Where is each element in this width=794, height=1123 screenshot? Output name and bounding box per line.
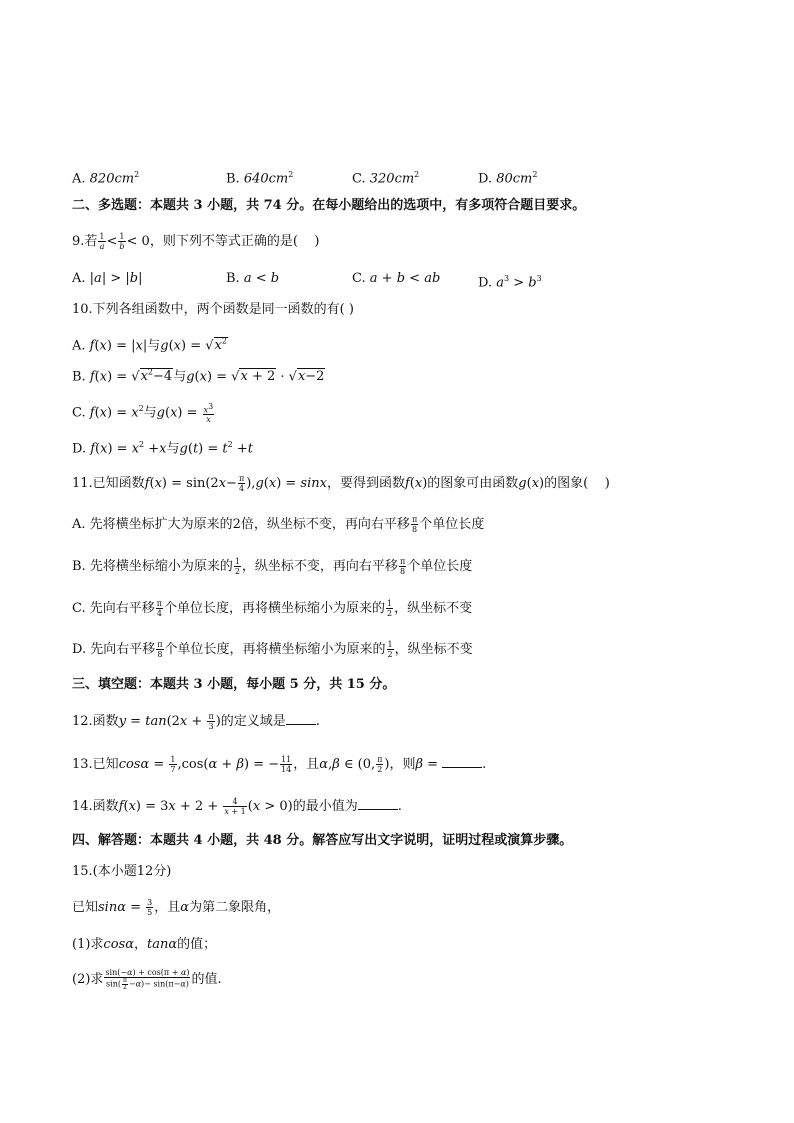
q9-option-d: D. $a^3 > b^3$ xyxy=(478,274,542,291)
question-10-stem: 10.下列各组函数中，两个函数是同一函数的有( ) xyxy=(72,302,354,317)
question-9-stem: 9.若 $\frac{1}{a}$ < $\frac{1}{b}$ < 0，则下列不等式正确的是( ) xyxy=(72,232,320,251)
q9-option-b: B. a < b xyxy=(226,271,280,286)
q9-option-c: C. a + b < ab xyxy=(352,271,441,286)
q10-option-c: C. $f(x) = x^2$与g(x) = $\frac{x^3}{x}$ xyxy=(72,401,214,425)
question-15-given: 已知sinα = $\frac{3}{5}$ ，且α为第二象限角， xyxy=(72,898,281,917)
q10-option-d: D. $f(x) = x^2 +x$与$g(t) = t^2 +t$ xyxy=(72,440,253,457)
question-15-part-2: (2)求 sin(−α) + cos(π + α) sin( $\frac{\pi}{2}$ −α)− sin(π−α) 的值. xyxy=(72,968,222,991)
section-heading-solution: 四、解答题：本题共 4 小题，共 48 分。解答应写出文字说明，证明过程或演算步骤。 xyxy=(72,833,573,848)
q11-option-d: D. 先向右平移 $\frac{\pi}{8}$ 个单位长度，再将横坐标缩小为原来的 $\frac{1}{2}$ ，纵坐标不变 xyxy=(72,640,473,659)
q11-option-c: C. 先向右平移 $\frac{\pi}{4}$ 个单位长度，再将横坐标缩小为原来的 $\frac{1}{2}$ ，纵坐标不变 xyxy=(72,599,473,618)
question-15-part-1: (1)求cosα，tanα的值； xyxy=(72,937,217,952)
q8-option-a: A. $820cm^2$ xyxy=(72,170,140,187)
q8-option-c: C. $320cm^2$ xyxy=(352,170,420,187)
q10-option-a: A. f(x) = |x|与$g(x) = √x^2$ xyxy=(72,337,227,354)
q11-option-a: A. 先将横坐标扩大为原来的2倍，纵坐标不变，再向右平移 $\frac{\pi}{8}$ 个单位长度 xyxy=(72,515,485,534)
section-heading-fill-in: 三、填空题：本题共 3 小题，每小题 5 分，共 15 分。 xyxy=(72,677,396,692)
question-13: 13.已知cosα = $\frac{1}{7}$ ,cos(α + β) = − $\frac{11}{14}$ ，且α,β ∈ (0, $\frac{\pi}{2}$ )，则β = . xyxy=(72,755,487,774)
section-heading-multiple-choice: 二、多选题：本题共 3 小题，共 74 分。在每小题给出的选项中，有多项符合题目要求。 xyxy=(72,198,586,213)
question-14: 14.函数f(x) = 3x + 2 + $\frac{4}{x + 1}$ (x > 0)的最小值为 . xyxy=(72,797,402,816)
q10-option-b: B. $f(x) = √x^2-4$与g(x) = √x + 2 · √x−2 xyxy=(72,368,325,385)
q9-option-a: A. |a| > |b| xyxy=(72,271,143,286)
q8-option-b: B. $640cm^2$ xyxy=(226,170,294,187)
q8-option-d: D. $80cm^2$ xyxy=(478,170,538,187)
q11-option-b: B. 先将横坐标缩小为原来的 $\frac{1}{2}$ ，纵坐标不变，再向右平移 $\frac{\pi}{8}$ 个单位长度 xyxy=(72,557,473,576)
question-11-stem: 11.已知函数f(x) = sin(2x− $\frac{\pi}{4}$ ),g(x) = sinx，要得到函数f(x)的图象可由函数g(x)的图象( ) xyxy=(72,474,610,493)
question-15-title: 15.(本小题12分) xyxy=(72,864,172,879)
question-12: 12.函数y = tan(2x + $\frac{\pi}{3}$ )的定义域是 . xyxy=(72,712,320,731)
